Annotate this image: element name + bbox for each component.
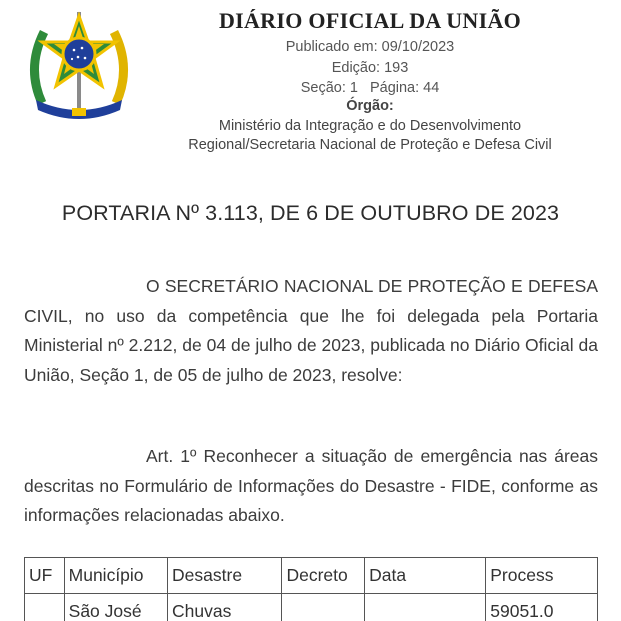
header-decreto: Decreto <box>282 558 365 594</box>
table-header-row <box>25 558 598 594</box>
publication-date: Publicado em: 09/10/2023 <box>285 39 455 55</box>
organ-name-line1: Ministério da Integração e do Desenvolvimento <box>218 118 522 134</box>
cell-decreto <box>282 594 365 621</box>
article-1-text: Art. 1º Reconhecer a situação de emergência nas áreas descritas no Formulário de Informações do Desastre - FIDE, conforme as informações relacionadas abaixo. <box>24 446 598 525</box>
table-row <box>25 594 598 621</box>
header-processo: Process <box>486 558 598 594</box>
organ-name-line2: Regional/Secretaria Nacional de Proteção e Defesa Civil <box>188 137 552 153</box>
page-number: Página: 44 <box>369 80 440 96</box>
preamble-text: O SECRETÁRIO NACIONAL DE PROTEÇÃO E DEFESA CIVIL, no uso da competência que lhe foi delegada pela Portaria Ministerial nº 2.212, de 04 de julho de 2023, publicada no Diário Oficial da União, Seção 1, de 05 de julho de 2023, resolve: <box>24 276 598 385</box>
cell-data <box>365 594 486 621</box>
cell-uf <box>25 594 65 621</box>
header-desastre: Desastre <box>168 558 282 594</box>
header-municipio: Município <box>64 558 167 594</box>
cell-processo: 59051.0 <box>486 594 598 621</box>
gazette-title: DIÁRIO OFICIAL DA UNIÃO <box>218 8 522 33</box>
section-number: Seção: 1 <box>300 80 358 96</box>
header-data: Data <box>365 558 486 594</box>
disaster-table <box>24 557 598 621</box>
cell-municipio: São José <box>64 594 167 621</box>
edition-number: Edição: 193 <box>331 60 409 76</box>
portaria-title: PORTARIA Nº 3.113, DE 6 DE OUTUBRO DE 2023 <box>61 201 560 225</box>
cell-desastre: Chuvas <box>168 594 282 621</box>
organ-label: Órgão: <box>346 98 394 114</box>
header-uf: UF <box>25 558 65 594</box>
